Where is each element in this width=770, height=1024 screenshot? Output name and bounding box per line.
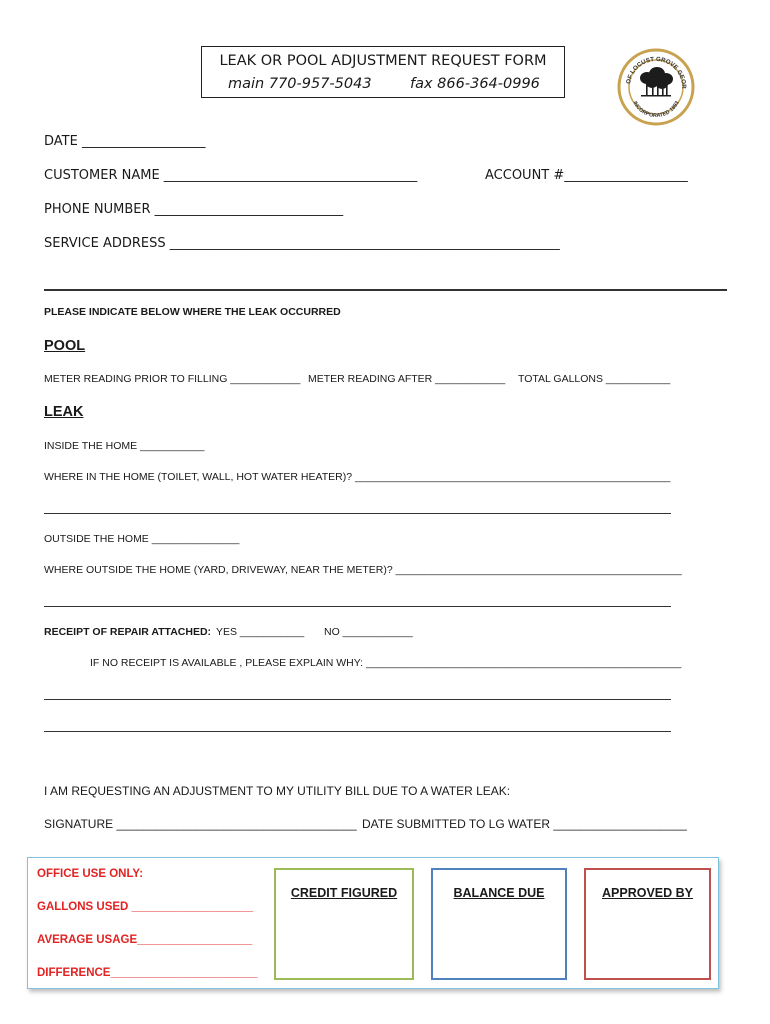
adjustment-statement: I AM REQUESTING AN ADJUSTMENT TO MY UTILITY BILL DUE TO A WATER LEAK: <box>44 784 511 798</box>
outside-where-field[interactable]: WHERE OUTSIDE THE HOME (YARD, DRIVEWAY, NEAR THE METER)? _________________________________________________ <box>44 564 682 576</box>
form-title-box <box>201 46 565 98</box>
gallons-used-field[interactable]: GALLONS USED ___________________ <box>37 901 254 913</box>
date-submitted-field[interactable]: DATE SUBMITTED TO LG WATER ____________________ <box>362 817 687 831</box>
phone-number-field[interactable]: PHONE NUMBER _____________________________ <box>44 202 344 217</box>
total-gallons-field[interactable]: TOTAL GALLONS ___________ <box>518 373 671 385</box>
pool-heading: POOL <box>44 338 86 354</box>
balance-due-box[interactable] <box>431 868 567 980</box>
credit-figured-label: CREDIT FIGURED <box>290 886 398 900</box>
inside-where-field[interactable]: WHERE IN THE HOME (TOILET, WALL, HOT WATER HEATER)? ______________________________________________________ <box>44 471 671 483</box>
explain-line-1[interactable] <box>44 699 671 700</box>
approved-by-box[interactable] <box>584 868 711 980</box>
receipt-label: RECEIPT OF REPAIR ATTACHED: <box>44 626 212 638</box>
inside-where-line[interactable] <box>44 513 671 514</box>
leak-heading: LEAK <box>44 404 84 420</box>
section-divider <box>44 289 727 291</box>
outside-home-field[interactable]: OUTSIDE THE HOME _______________ <box>44 533 240 545</box>
seal-top-text: OF LOCUST GROVE GEOR <box>625 55 688 89</box>
main-phone: main 770-957-5043 <box>228 76 372 92</box>
difference-field[interactable]: DIFFERENCE_______________________ <box>37 967 258 979</box>
balance-due-label: BALANCE DUE <box>453 886 545 900</box>
average-usage-field[interactable]: AVERAGE USAGE__________________ <box>37 934 253 946</box>
approved-by-label: APPROVED BY <box>602 886 693 900</box>
service-address-field[interactable]: SERVICE ADDRESS ____________________________________________________________ <box>44 236 560 251</box>
meter-reading-after-field[interactable]: METER READING AFTER ____________ <box>308 373 506 385</box>
date-field[interactable]: DATE ___________________ <box>44 134 206 149</box>
leak-instruction: PLEASE INDICATE BELOW WHERE THE LEAK OCCURRED <box>44 306 341 318</box>
fax-number: fax 866-364-0996 <box>410 76 540 92</box>
credit-figured-box[interactable] <box>274 868 414 980</box>
no-receipt-explain-field[interactable]: IF NO RECEIPT IS AVAILABLE , PLEASE EXPLAIN WHY: ______________________________________________________ <box>90 657 682 669</box>
explain-line-2[interactable] <box>44 731 671 732</box>
receipt-no-field[interactable]: NO ____________ <box>324 626 413 638</box>
account-number-field[interactable]: ACCOUNT #___________________ <box>485 168 688 183</box>
outside-where-line[interactable] <box>44 606 671 607</box>
meter-reading-prior-field[interactable]: METER READING PRIOR TO FILLING ____________ <box>44 373 301 385</box>
office-use-title: OFFICE USE ONLY: <box>37 868 144 880</box>
inside-home-field[interactable]: INSIDE THE HOME ___________ <box>44 440 205 452</box>
customer-name-field[interactable]: CUSTOMER NAME _______________________________________ <box>44 168 418 183</box>
receipt-yes-field[interactable]: YES ___________ <box>216 626 305 638</box>
office-use-panel <box>27 857 719 989</box>
signature-field[interactable]: SIGNATURE ____________________________________ <box>44 817 357 831</box>
form-title: LEAK OR POOL ADJUSTMENT REQUEST FORM <box>219 53 547 69</box>
city-seal-logo <box>617 48 695 126</box>
seal-bottom-text: INCORPORATED 1893 <box>631 100 681 120</box>
